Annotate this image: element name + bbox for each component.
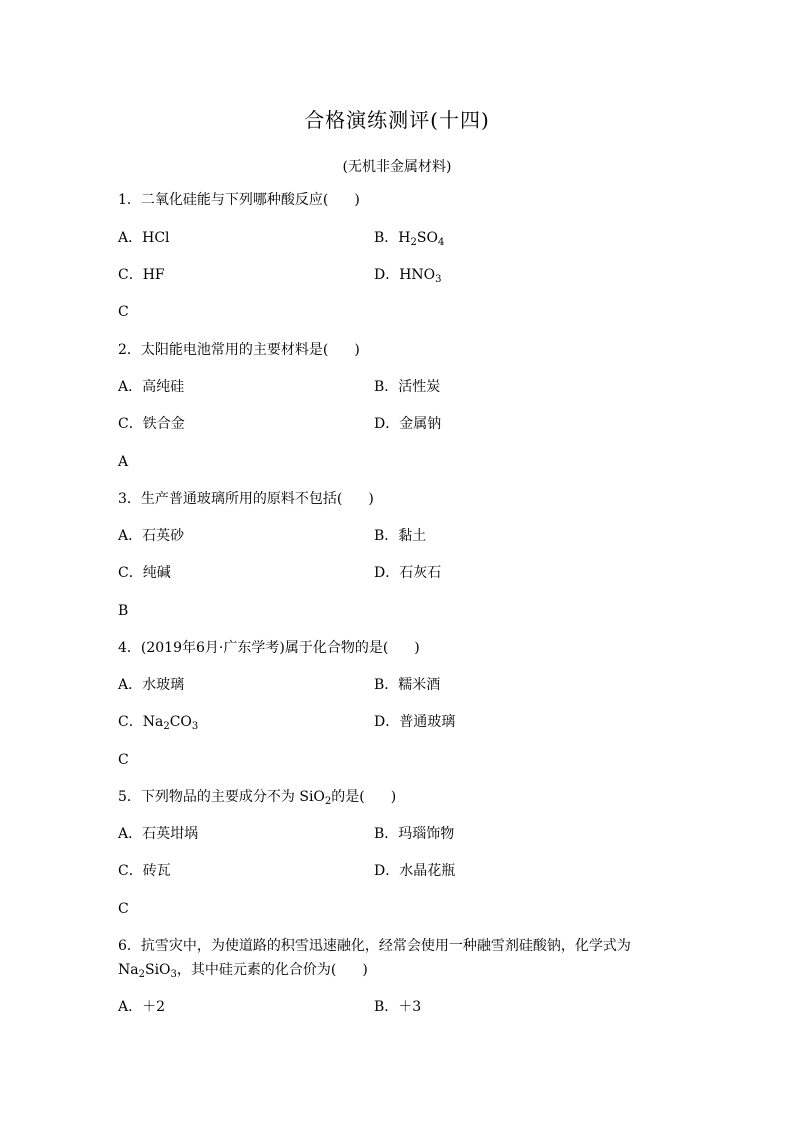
question-5-option-b: B．玛瑙饰物	[374, 826, 455, 842]
question-5-answer: C	[118, 901, 129, 917]
question-1-option-c: C．HF	[118, 267, 165, 283]
question-2-option-a: A．高纯硅	[118, 379, 185, 395]
question-3-option-c: C．纯碱	[118, 565, 171, 581]
question-5-option-a: A．石英坩埚	[118, 826, 199, 842]
question-3-option-d: D．石灰石	[374, 565, 442, 581]
question-4-answer: C	[118, 752, 129, 768]
question-2-stem: 2．太阳能电池常用的主要材料是( )	[118, 342, 360, 358]
question-5-stem: 5．下列物品的主要成分不为 SiO$_2$的是( )	[118, 789, 397, 807]
question-1-option-d: D．$HNO_3$	[374, 267, 442, 285]
question-1-option-b: B．$H_2SO_4$	[374, 230, 445, 248]
question-4-stem: 4．(2019年6月·广东学考)属于化合物的是( )	[118, 640, 420, 656]
question-2-option-d: D．金属钠	[374, 416, 442, 432]
question-3-option-a: A．石英砂	[118, 528, 185, 544]
page-title: 合格演练测评(十四)	[304, 108, 490, 132]
question-3-stem: 3．生产普通玻璃所用的原料不包括( )	[118, 491, 374, 507]
page-subtitle: (无机非金属材料)	[342, 159, 452, 175]
question-1-stem: 1．二氧化硅能与下列哪种酸反应( )	[118, 192, 360, 208]
question-3-option-b: B．黏土	[374, 528, 427, 544]
question-2-option-b: B．活性炭	[374, 379, 441, 395]
question-2-answer: A	[118, 454, 129, 470]
question-6-option-b: B．＋3	[374, 999, 422, 1015]
question-4-option-c: C．$Na_2CO_3$	[118, 714, 199, 732]
question-4-option-d: D．普通玻璃	[374, 714, 456, 730]
question-4-option-a: A．水玻璃	[118, 677, 185, 693]
question-5-option-c: C．砖瓦	[118, 863, 171, 879]
question-3-answer: B	[118, 603, 129, 619]
question-4-option-b: B．糯米酒	[374, 677, 441, 693]
question-5-option-d: D．水晶花瓶	[374, 863, 456, 879]
question-1-answer: C	[118, 304, 129, 320]
question-1-option-a: A．HCl	[118, 230, 170, 246]
question-6-stem-line-2: $Na_2SiO_3$，其中硅元素的化合价为( )	[118, 962, 368, 980]
question-6-option-a: A．＋2	[118, 999, 166, 1015]
question-6-stem-line-1: 6．抗雪灾中，为使道路的积雪迅速融化，经常会使用一种融雪剂硅酸钠，化学式为	[118, 938, 631, 954]
question-2-option-c: C．铁合金	[118, 416, 185, 432]
